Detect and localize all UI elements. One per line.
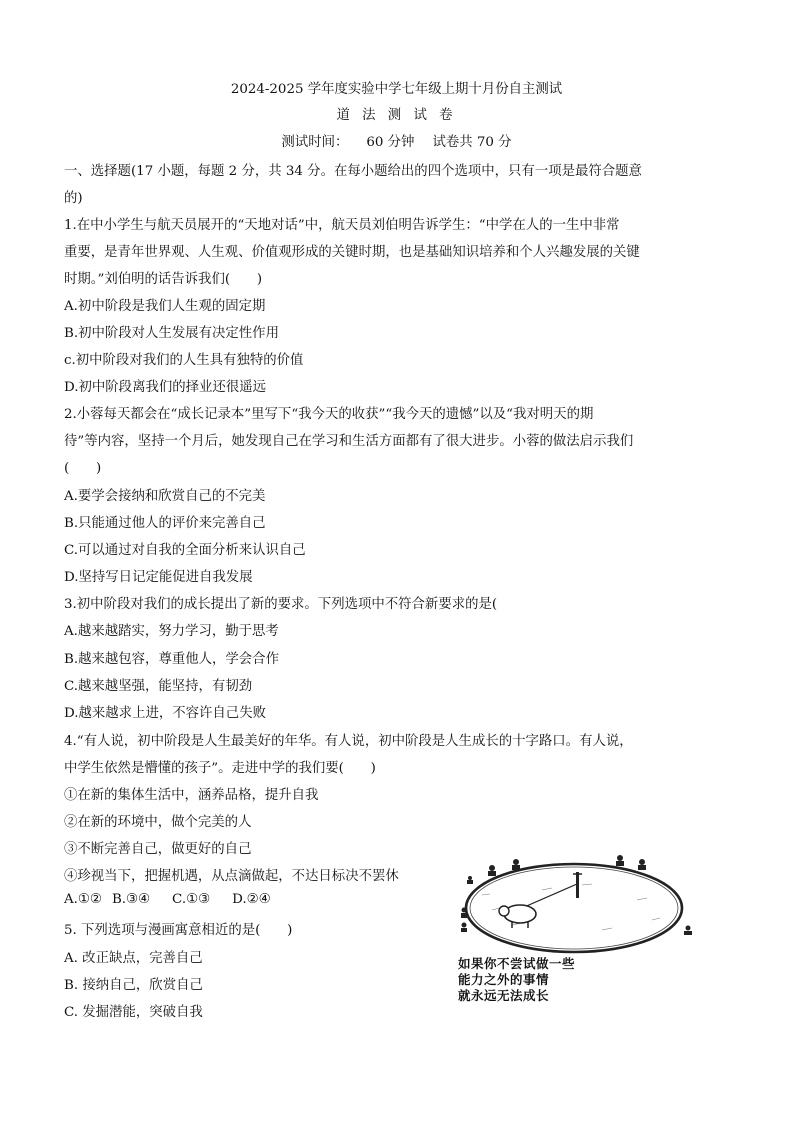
q5-option-a: A. 改正缺点，完善自己 xyxy=(64,951,203,966)
q4-item-4: ④珍视当下，把握机遇，从点滴做起，不达日标决不罢休 xyxy=(64,869,399,884)
q2-stem: 待”等内容，坚持一个月后，她发现自己在学习和生活方面都有了很大进步。小蓉的做法启示我们 xyxy=(64,434,634,449)
q4-option-d: D.②④ xyxy=(232,892,271,907)
q3-option-b: B.越来越包容，尊重他人，学会合作 xyxy=(64,652,279,667)
q5-option-b: B. 接纳自己，欣赏自己 xyxy=(64,978,203,993)
exam-info xyxy=(0,131,793,150)
q4-option-a: A.①② xyxy=(64,892,102,907)
q3-option-c: C.越来越坚强，能坚持，有韧劲 xyxy=(64,679,253,694)
q1-stem: 1.在中小学生与航天员展开的“天地对话”中，航天员刘伯明告诉学生：“中学在人的一生中非常 xyxy=(64,218,620,233)
q4-item-3: ③不断完善自己，做更好的自己 xyxy=(64,842,252,857)
score-info: 试卷共 70 分 xyxy=(432,135,512,150)
q3-option-a: A.越来越踏实，努力学习，勤于思考 xyxy=(64,624,279,639)
q2-stem: ( ) xyxy=(64,461,102,476)
q4-item-2: ②在新的环境中，做个完美的人 xyxy=(64,815,252,830)
time-value: 60 分钟 xyxy=(366,135,415,150)
section-instruction-cont: 的) xyxy=(64,191,83,206)
q2-stem: 2.小蓉每天都会在“成长记录本”里写下“我今天的收获”“我今天的遗憾”以及“我对明天的期 xyxy=(64,407,594,422)
comic-caption xyxy=(458,956,575,1004)
q5-option-c: C. 发掘潜能，突破自我 xyxy=(64,1005,203,1020)
q4-stem: 4.“有人说，初中阶段是人生最美好的年华。有人说，初中阶段是人生成长的十字路口。有人说， xyxy=(64,734,633,749)
time-label: 测试时间： xyxy=(281,135,349,150)
q5-stem: 5. 下列选项与漫画寓意相近的是( ) xyxy=(64,923,293,938)
q1-option-a: A.初中阶段是我们人生观的固定期 xyxy=(64,299,266,314)
q2-option-b: B.只能通过他人的评价来完善自己 xyxy=(64,516,266,531)
q2-option-c: C.可以通过对自我的全面分析来认识自己 xyxy=(64,543,306,558)
q1-option-c: c.初中阶段对我们的人生具有独特的价值 xyxy=(64,353,304,368)
q4-item-1: ①在新的集体生活中，涵养品格，提升自我 xyxy=(64,788,319,803)
comic-caption-line: 如果你不尝试做一些 xyxy=(458,956,576,971)
q1-stem: 时期。”刘伯明的话告诉我们( ) xyxy=(64,272,263,287)
q1-option-d: D.初中阶段离我们的择业还很遥远 xyxy=(64,380,266,395)
exam-title: 2024-2025 学年度实验中学七年级上期十月份自主测试 xyxy=(230,82,563,97)
q2-option-d: D.坚持写日记定能促进自我发展 xyxy=(64,570,253,585)
q4-options xyxy=(64,892,271,907)
section-instruction: 一、选择题(17 小题，每题 2 分，共 34 分。在每小题给出的四个选项中，只有一项是最符合题意 xyxy=(64,164,642,179)
exam-subtitle: 道 法 测 试 卷 xyxy=(336,108,457,123)
q1-stem: 重要，是青年世界观、人生观、价值观形成的关键时期，也是基础知识培养和个人兴趣发展的关键 xyxy=(64,245,640,260)
comic-caption-line: 就永远无法成长 xyxy=(458,988,550,1003)
q3-stem: 3.初中阶段对我们的成长提出了新的要求。下列选项中不符合新要求的是( xyxy=(64,597,498,612)
q3-option-d: D.越来越求上进，不容许自己失败 xyxy=(64,706,266,721)
q4-stem: 中学生依然是懵懂的孩子”。走进中学的我们要( ) xyxy=(64,761,376,776)
comic-drawing xyxy=(452,850,702,960)
comic-caption-line: 能力之外的事情 xyxy=(458,972,550,987)
q1-option-b: B.初中阶段对人生发展有决定性作用 xyxy=(64,326,279,341)
q2-option-a: A.要学会接纳和欣赏自己的不完美 xyxy=(64,489,266,504)
q4-option-c: C.①③ xyxy=(172,892,211,907)
q4-option-b: B.③④ xyxy=(111,892,151,907)
